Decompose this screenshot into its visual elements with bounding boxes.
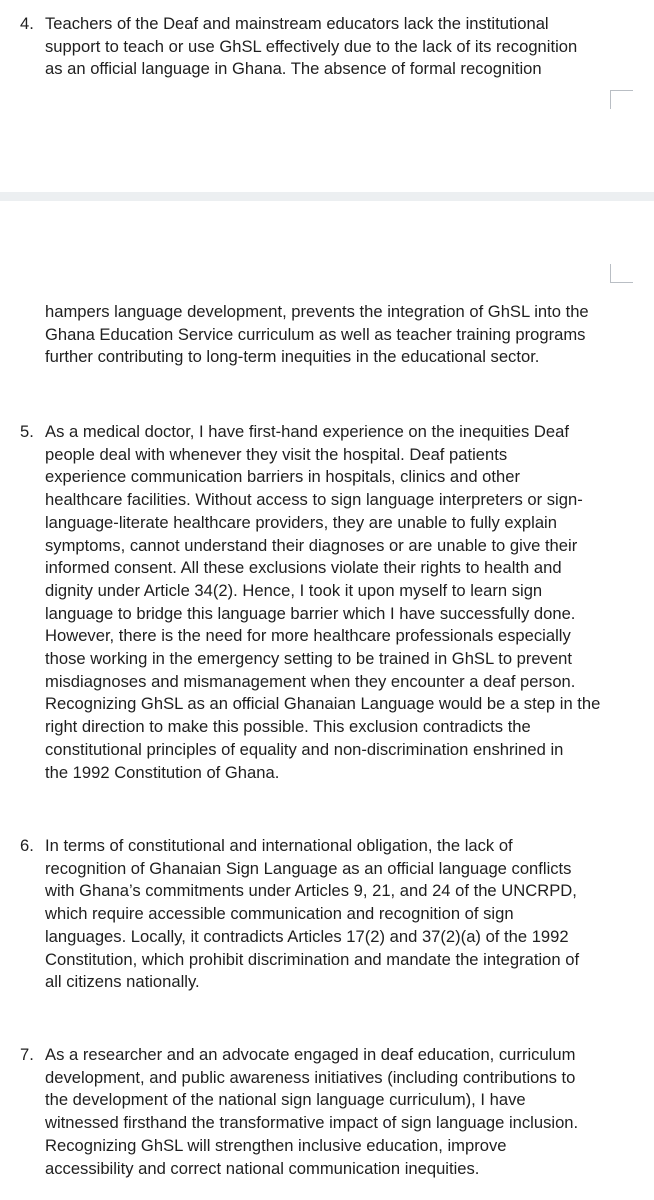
text-line: symptoms, cannot understand their diagnoses or are unable to give their: [45, 535, 578, 555]
list-item-text: [45, 13, 625, 81]
text-line: which require accessible communication and recognition of sign: [45, 904, 514, 924]
text-line: language to bridge this language barrier which I have successfully done.: [45, 603, 576, 623]
text-line: development, and public awareness initiatives (including contributions to: [45, 1067, 576, 1087]
text-line: people deal with whenever they visit the hospital. Deaf patients: [45, 444, 508, 464]
text-line: hampers language development, prevents the integration of GhSL into the: [45, 302, 589, 321]
text-line: Recognizing GhSL as an official Ghanaian Language would be a step in the: [45, 694, 601, 714]
text-line: the 1992 Constitution of Ghana.: [45, 762, 280, 782]
text-line: healthcare facilities. Without access to sign language interpreters or sign-: [45, 490, 583, 510]
margin-crop-mark-top-right: [610, 90, 633, 109]
list-item-text: [45, 835, 625, 994]
text-line: dignity under Article 34(2). Hence, I took it upon myself to learn sign: [45, 580, 543, 600]
margin-crop-mark-bottom-right: [610, 264, 633, 283]
text-line: those working in the emergency setting to be trained in GhSL to prevent: [45, 649, 573, 669]
text-line: with Ghana’s commitments under Articles 9, 21, and 24 of the UNCRPD,: [45, 881, 577, 901]
text-line: language-literate healthcare providers, they are unable to fully explain: [45, 512, 557, 532]
text-line: languages. Locally, it contradicts Articles 17(2) and 37(2)(a) of the 1992: [45, 926, 569, 946]
text-line: as an official language in Ghana. The absence of formal recognition: [45, 59, 542, 79]
list-item-text: [45, 421, 625, 784]
list-item-text: [45, 1044, 625, 1180]
text-line: As a medical doctor, I have first-hand experience on the inequities Deaf: [45, 422, 569, 441]
text-line: Constitution, which prohibit discrimination and mandate the integration of: [45, 949, 580, 969]
document-page-1: [0, 0, 654, 192]
list-number: 7.: [20, 1045, 34, 1064]
text-line: experience communication barriers in hospitals, clinics and other: [45, 467, 520, 487]
text-line: constitutional principles of equality and non-discrimination enshrined in: [45, 739, 564, 759]
text-line: right direction to make this possible. This exclusion contradicts the: [45, 717, 531, 737]
text-line: Teachers of the Deaf and mainstream educators lack the institutional: [45, 14, 549, 33]
list-item-text: [45, 301, 625, 369]
list-number: 5.: [20, 422, 34, 441]
page-break-separator: [0, 192, 654, 201]
text-line: recognition of Ghanaian Sign Language as an official language conflicts: [45, 858, 572, 878]
text-line: However, there is the need for more healthcare professionals especially: [45, 626, 571, 646]
text-line: informed consent. All these exclusions violate their rights to health and: [45, 558, 562, 578]
text-line: further contributing to long-term inequities in the educational sector.: [45, 347, 540, 367]
text-line: the development of the national sign language curriculum), I have: [45, 1090, 526, 1110]
text-line: Ghana Education Service curriculum as well as teacher training programs: [45, 324, 586, 344]
document-page-2: [0, 201, 654, 1200]
list-number: 6.: [20, 836, 34, 855]
text-line: witnessed firsthand the transformative impact of sign language inclusion.: [45, 1113, 579, 1133]
text-line: Recognizing GhSL will strengthen inclusive education, improve: [45, 1135, 507, 1155]
text-line: In terms of constitutional and international obligation, the lack of: [45, 836, 513, 855]
text-line: misdiagnoses and mismanagement when they encounter a deaf person.: [45, 671, 576, 691]
text-line: As a researcher and an advocate engaged in deaf education, curriculum: [45, 1045, 576, 1064]
text-line: all citizens nationally.: [45, 972, 200, 992]
list-number: 4.: [20, 14, 34, 33]
text-line: support to teach or use GhSL effectively due to the lack of its recognition: [45, 36, 578, 56]
text-line: accessibility and correct national communication inequities.: [45, 1158, 480, 1178]
